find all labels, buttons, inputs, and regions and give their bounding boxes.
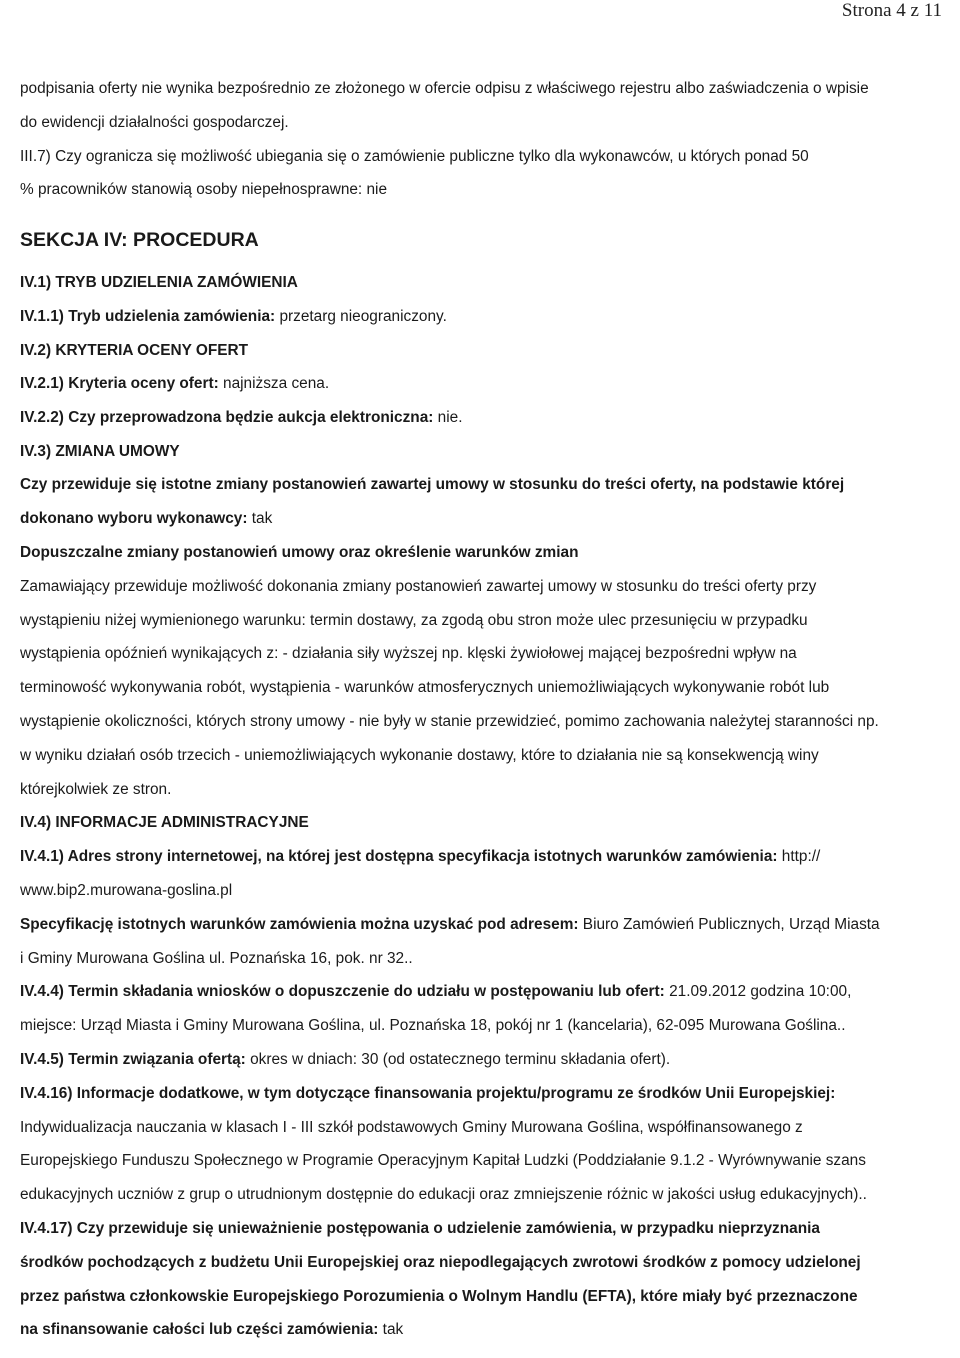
field-label: IV.4.5) Termin związania ofertą: [20,1050,246,1068]
heading-iv2: IV.2) KRYTERIA OCENY OFERT [20,341,249,359]
field-value: tak [247,510,273,528]
field-value: najniższa cena. [218,375,330,393]
field-value: nie. [433,409,463,426]
heading-iv4: IV.4) INFORMACJE ADMINISTRACYJNE [20,814,309,832]
text-line: wystąpienie okoliczności, których strony umowy - nie były w stanie przewidzieć, pomimo zachowania należytej staranności np. [20,712,879,730]
field-iv45 [20,1043,940,1077]
answer-value: nie [362,181,388,199]
field-label: Specyfikację istotnych warunków zamówienia można uzyskać pod adresem: [20,915,579,933]
website-url: www.bip2.murowana-goslina.pl [20,881,233,899]
field-label: Czy przewiduje się istotne zmiany postanowień zawartej umowy w stosunku do treści oferty, na podstawie której [20,476,845,494]
field-value: i Gminy Murowana Goślina ul. Poznańska 16, pok. nr 32.. [20,949,413,967]
field-label: IV.4.4) Termin składania wniosków o dopuszczenie do udziału w postępowaniu lub ofert: [20,983,665,1001]
heading-iv1: IV.1) TRYB UDZIELENIA ZAMÓWIENIA [20,274,298,292]
text-line: podpisania oferty nie wynika bezpośrednio ze złożonego w ofercie odpisu z właściwego rejestru albo zaświadczenia o wpisie [20,80,869,97]
field-iv44 [20,975,940,1043]
paragraph-changes [20,570,940,807]
section-title: SEKCJA IV: PROCEDURA [20,229,259,252]
field-label: na sfinansowanie całości lub części zamówienia: [20,1321,379,1339]
text-line: wystąpienia opóźnień wynikających z: - działania siły wyższej np. klęski żywiołowej mającej bezpośredni wpływ na [20,645,797,663]
field-iv41 [20,840,940,908]
field-iv416 [20,1077,940,1212]
field-spec-address [20,908,940,976]
text-line: którejkolwiek ze stron. [20,780,172,798]
field-label: IV.1.1) Tryb udzielenia zamówienia: [20,307,276,325]
field-value: okres w dniach: 30 (od ostatecznego terminu składania ofert). [245,1050,671,1068]
document-body [20,72,940,1347]
text-line: wystąpieniu niżej wymienionego warunku: termin dostawy, za zgodą obu stron może ulec przesunięciu w przypadku [20,611,808,629]
field-value: miejsce: Urząd Miasta i Gminy Murowana Goślina, ul. Poznańska 18, pokój nr 1 (kancelaria), 62-095 Murowana Goślina.. [20,1017,846,1035]
field-label: IV.2.1) Kryteria oceny ofert: [20,375,219,393]
field-value: http:// [777,848,821,866]
field-label: środków pochodzących z budżetu Unii Europejskiej oraz niepodlegających zwrotowi środków z pomocy udzielonej [20,1253,861,1271]
field-label: IV.2.2) Czy przeprowadzona będzie aukcja elektroniczna: [20,409,434,426]
paragraph-iii7 [20,140,940,208]
page-number: Strona 4 z 11 [841,0,942,21]
text-line: Europejskiego Funduszu Społecznego w Programie Operacyjnym Kapitał Ludzki (Poddziałanie 9.1.2 - Wyrównywanie szans [20,1152,866,1170]
field-value: tak [378,1321,404,1339]
field-value: Biuro Zamówień Publicznych, Urząd Miasta [578,915,880,933]
field-iv417 [20,1212,940,1347]
subheading-allowed-changes: Dopuszczalne zmiany postanowień umowy oraz określenie warunków zmian [20,544,579,561]
paragraph-continuation [20,72,940,140]
field-iv22 [20,401,940,435]
field-label: IV.4.17) Czy przewiduje się unieważnienie postępowania o udzielenie zamówienia, w przypadku nieprzyznania [20,1219,820,1237]
text-line: terminowość wykonywania robót, wystąpienia - warunków atmosferycznych uniemożliwiających wykonywanie robót lub [20,679,830,697]
text-line: edukacyjnych uczniów z grup o utrudnionym dostępnie do edukacji oraz zmniejszenie różnic w jakości usług edukacyjnych).. [20,1186,867,1204]
field-iv3-question [20,468,940,536]
text-line: Indywidualizacja nauczania w klasach I - III szkół podstawowych Gminy Murowana Goślina, współfinansowanego z [20,1118,803,1136]
text-line: do ewidencji działalności gospodarczej. [20,113,289,131]
field-label: dokonano wyboru wykonawcy: [20,510,248,528]
text-line: w wyniku działań osób trzecich - uniemożliwiających wykonanie dostawy, które to działania nie są konsekwencją winy [20,746,819,764]
field-label: IV.4.1) Adres strony internetowej, na której jest dostępna specyfikacja istotnych warunków zamówienia: [20,848,778,866]
field-label: przez państwa członkowskie Europejskiego Porozumienia o Wolnym Handlu (EFTA), które miały być przeznaczone [20,1287,858,1305]
text-line: Zamawiający przewiduje możliwość dokonania zmiany postanowień zawartej umowy w stosunku do treści oferty przy [20,577,817,595]
question-label: III.7) Czy ogranicza się możliwość ubiegania się o zamówienie publiczne tylko dla wykonawców, u których ponad 50 [20,147,809,165]
field-iv11 [20,300,940,334]
field-value: przetarg nieograniczony. [275,307,447,325]
field-value: 21.09.2012 godzina 10:00, [664,983,852,1001]
question-label: % pracowników stanowią osoby niepełnosprawne: [20,181,363,199]
field-iv21 [20,367,940,401]
field-label: IV.4.16) Informacje dodatkowe, w tym dotyczące finansowania projektu/programu ze środków Unii Europejskiej: [20,1084,836,1102]
heading-iv3: IV.3) ZMIANA UMOWY [20,442,180,460]
